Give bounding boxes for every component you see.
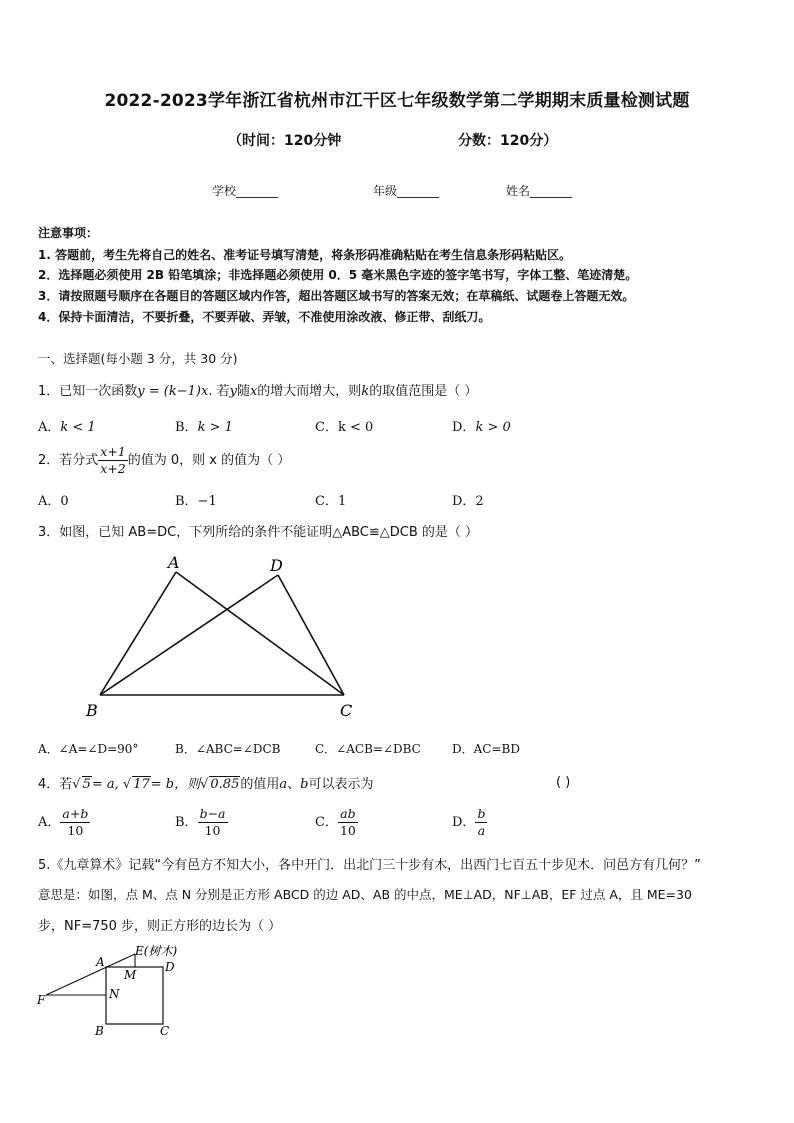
label-f: F xyxy=(37,993,46,1007)
q3-option-c[interactable]: C．∠ACB=∠DBC xyxy=(315,742,421,756)
option-value: k > 0 xyxy=(475,420,511,435)
exam-score: 分数：120分） xyxy=(458,133,558,149)
q3-option-b[interactable]: B．∠ABC=∠DCB xyxy=(175,742,281,756)
fraction-denominator: 10 xyxy=(67,823,84,838)
q4-radicand: 0.85 xyxy=(210,777,240,792)
q1-option-a[interactable] xyxy=(38,416,96,435)
q4-text: 可以表示为 xyxy=(308,777,374,792)
school-field: 学校_______ xyxy=(212,184,279,198)
q1-text: 的取值范围是（ ） xyxy=(369,384,478,399)
question-5-line1: 5.《九章算术》记载“今有邑方不知大小，各中开门．出北门三十步有木，出西门七百五十步见木．问邑方有几何？” xyxy=(38,858,701,873)
exam-time: （时间：120分钟 xyxy=(228,133,342,149)
q2-option-d[interactable]: D．2 xyxy=(452,494,484,509)
section-heading: 一、选择题(每小题 3 分，共 30 分) xyxy=(38,351,238,366)
notice-item: 3．请按照题号顺序在各题目的答题区域内作答，超出答题区域书写的答案无效；在草稿纸、试题卷上答题无效。 xyxy=(38,289,635,303)
name-field: 姓名_______ xyxy=(506,184,573,198)
question-4: 4．若√ 5= a, √ 17= b，则√ 0.85的值用a、b可以表示为 xyxy=(38,777,374,792)
option-fraction xyxy=(60,806,90,839)
q3-option-a[interactable]: A．∠A=∠D=90° xyxy=(38,742,139,756)
question-2 xyxy=(38,444,290,477)
q1-var: x xyxy=(249,384,258,399)
notice-item: 1. 答题前，考生先将自己的姓名、准考证号填写清楚，将条形码准确粘贴在考生信息条形码粘贴区。 xyxy=(38,248,572,262)
q3-triangle-figure xyxy=(80,550,370,725)
label-n: N xyxy=(109,987,120,1001)
q4-option-d[interactable] xyxy=(452,806,487,839)
q1-option-b[interactable] xyxy=(175,416,233,435)
q1-text: 随 xyxy=(236,384,250,399)
q1-expression: y = (k−1)x xyxy=(137,384,209,399)
q2-option-a[interactable]: A．0 xyxy=(38,494,69,509)
q4-radicand: 17 xyxy=(133,777,150,792)
q4-option-b[interactable] xyxy=(175,806,228,839)
option-label: C． xyxy=(315,815,338,830)
fraction-denominator: 10 xyxy=(339,823,356,838)
segment-dc xyxy=(278,575,344,695)
fraction-denominator: x+2 xyxy=(100,461,126,476)
q1-option-c[interactable] xyxy=(315,416,373,435)
fraction-numerator: b xyxy=(477,806,486,821)
label-a: A xyxy=(168,553,180,572)
option-label: B． xyxy=(175,420,198,435)
label-c: C xyxy=(340,701,353,720)
q4-text: = a, xyxy=(91,777,119,792)
notice-item: 4．保持卡面清洁，不要折叠，不要弄破、弄皱，不准使用涂改液、修正带、刮纸刀。 xyxy=(38,310,491,324)
option-label: B． xyxy=(175,815,198,830)
option-label: D． xyxy=(452,420,476,435)
q4-option-a[interactable] xyxy=(38,806,90,839)
option-fraction xyxy=(198,806,228,839)
segment-ab xyxy=(100,572,176,695)
q4-radicand: 5 xyxy=(82,777,91,792)
q4-var: a xyxy=(279,777,288,792)
label-c: C xyxy=(160,1024,170,1038)
label-m: M xyxy=(124,968,137,982)
q1-var: k xyxy=(361,384,370,399)
exam-title: 2022-2023学年浙江省杭州市江干区七年级数学第二学期期末质量检测试题 xyxy=(104,91,690,111)
option-value: k > 1 xyxy=(197,420,233,435)
notice-item: 2．选择题必须使用 2B 铅笔填涂；非选择题必须使用 0．5 毫米黑色字迹的签字笔书写，字体工整、笔迹清楚。 xyxy=(38,268,638,282)
fraction-numerator: x+1 xyxy=(100,444,126,459)
label-a: A xyxy=(96,955,105,969)
option-label: C． xyxy=(315,420,338,435)
fraction-numerator: b−a xyxy=(199,806,226,821)
question-3: 3．如图，已知 AB=DC，下列所给的条件不能证明△ABC≌△DCB 的是（ ） xyxy=(38,525,479,540)
fraction-numerator: a+b xyxy=(62,806,89,821)
q5-square-figure xyxy=(34,942,204,1038)
question-5-line3: 步，NF=750 步，则正方形的边长为（ ） xyxy=(38,919,282,934)
q1-text: 1．已知一次函数 xyxy=(38,384,138,399)
q4-option-c[interactable] xyxy=(315,806,358,839)
segment-ac xyxy=(176,572,344,695)
label-d: D xyxy=(270,556,283,575)
option-label: A． xyxy=(38,420,61,435)
option-fraction xyxy=(475,806,487,839)
question-1 xyxy=(38,380,477,399)
option-fraction xyxy=(338,806,358,839)
option-label: D． xyxy=(452,815,476,830)
segment-bd xyxy=(100,575,278,695)
q1-text: . 若 xyxy=(208,384,230,399)
q4-answer-paren: ( ) xyxy=(556,775,571,790)
q4-text: 4．若 xyxy=(38,777,73,792)
notice-heading: 注意事项： xyxy=(38,226,99,240)
q4-text: = b，则 xyxy=(150,777,201,792)
label-b: B xyxy=(86,701,98,720)
q2-option-b[interactable]: B．−1 xyxy=(175,494,217,509)
label-b: B xyxy=(95,1024,104,1038)
q2-option-c[interactable]: C．1 xyxy=(315,494,347,509)
fraction-denominator: a xyxy=(477,823,486,838)
segment-ef xyxy=(46,954,135,995)
q3-option-d[interactable]: D．AC=BD xyxy=(452,742,520,756)
q4-text: 的值用 xyxy=(240,777,280,792)
option-value: k < 0 xyxy=(337,420,374,435)
q2-text: 2．若分式 xyxy=(38,453,99,468)
q1-var: y xyxy=(229,384,237,399)
option-value: k < 1 xyxy=(60,420,96,435)
fraction-numerator: ab xyxy=(338,806,358,823)
question-5-line2: 意思是：如图，点 M、点 N 分别是正方形 ABCD 的边 AD、AB 的中点，ME⊥AD，NF⊥AB，EF 过点 A，且 ME=30 xyxy=(38,887,692,902)
q1-text: 的增大而增大，则 xyxy=(257,384,362,399)
q4-text: 、 xyxy=(287,777,301,792)
q2-fraction xyxy=(98,444,127,477)
grade-field: 年级_______ xyxy=(373,184,440,198)
label-e: E(树木) xyxy=(135,944,178,958)
q4-var: b xyxy=(300,777,309,792)
fraction-denominator: 10 xyxy=(204,823,221,838)
label-d: D xyxy=(165,960,175,974)
q2-text: 的值为 0，则 x 的值为（ ） xyxy=(127,453,291,468)
q1-option-d[interactable] xyxy=(452,416,511,435)
option-label: A． xyxy=(38,815,61,830)
